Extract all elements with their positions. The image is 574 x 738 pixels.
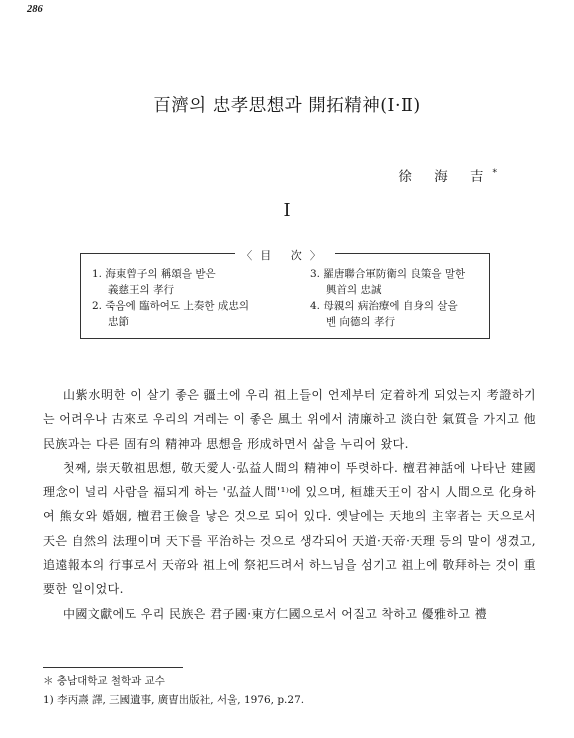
- table-of-contents: [80, 244, 490, 337]
- section-numeral: Ⅰ: [283, 200, 291, 221]
- footnotes: [43, 672, 543, 710]
- author-name-text: 徐 海 吉: [398, 169, 493, 185]
- toc-item: [310, 266, 465, 298]
- body-paragraph: 첫째, 崇天敬祖思想, 敬天愛人·弘益人間의 精神이 뚜렷하다. 檀君神話에 나타난 建國理念이 널리 사람을 福되게 하는 '弘益人間'¹⁾에 있으며, 桓雄天王이 잠시 人間으로 化身하여 熊女와 婚姻, 檀君王儉을 낳은 것으로 되어 있다. 옛날에는 天地의 主宰者는 天으로서 天은 自然의 法理이며 天下를 平治하는 것으로 생각되어 天道·天帝·天理 등의 말이 생겼고, 追遠報本의 行事로서 天帝와 祖上에 祭祀드려서 하느님을 섬기고 祖上에 敬拜하는 것이 重要한 일이었다.: [43, 460, 536, 597]
- toc-item-line: 2. 죽음에 臨하여도 上奏한 成忠의: [92, 300, 250, 312]
- footnote: ＊ 충남대학교 철학과 교수: [43, 675, 165, 687]
- body-text: [43, 383, 536, 626]
- toc-item-line: 벤 向德의 孝行: [326, 316, 395, 328]
- toc-item-line: 3. 羅唐聯合軍防衛의 良策을 말한: [310, 268, 466, 280]
- toc-header-text: 〈目 次〉: [235, 249, 335, 262]
- toc-item-line: 興首의 忠誠: [326, 284, 382, 296]
- toc-item-line: 忠節: [108, 316, 129, 328]
- author-name: [398, 165, 497, 185]
- toc-item-line: 4. 母親의 病治療에 自身의 살을: [310, 300, 458, 312]
- toc-item-line: 1. 海東曾子의 稱頌을 받은: [92, 268, 216, 280]
- toc-item: [92, 298, 249, 330]
- toc-header: [80, 244, 490, 263]
- body-paragraph: 山紫水明한 이 살기 좋은 疆土에 우리 祖上들이 언제부터 定着하게 되었는지 考證하기는 어려우나 古來로 우리의 겨레는 이 좋은 風土 위에서 淸廉하고 淡白한 氣質을 가지고 他民族과는 다른 固有의 精神과 思想을 形成하면서 삶을 누리어 왔다.: [43, 388, 536, 451]
- toc-item-line: 義慈王의 孝行: [108, 284, 174, 296]
- body-paragraph: 中國文獻에도 우리 民族은 君子國·東方仁國으로서 어질고 착하고 優雅하고 禮: [63, 606, 487, 621]
- page-number: 286: [27, 4, 43, 15]
- footnote-divider: [43, 667, 183, 668]
- toc-item: [310, 298, 458, 330]
- footnote: 1) 李丙燾 譯, 三國遺事, 廣曺出版社, 서울, 1976, p.27.: [43, 694, 305, 706]
- author-footnote-mark: *: [492, 168, 497, 179]
- toc-item: [92, 266, 216, 298]
- article-title: 百濟의 忠孝思想과 開拓精神(Ⅰ·Ⅱ): [153, 96, 421, 116]
